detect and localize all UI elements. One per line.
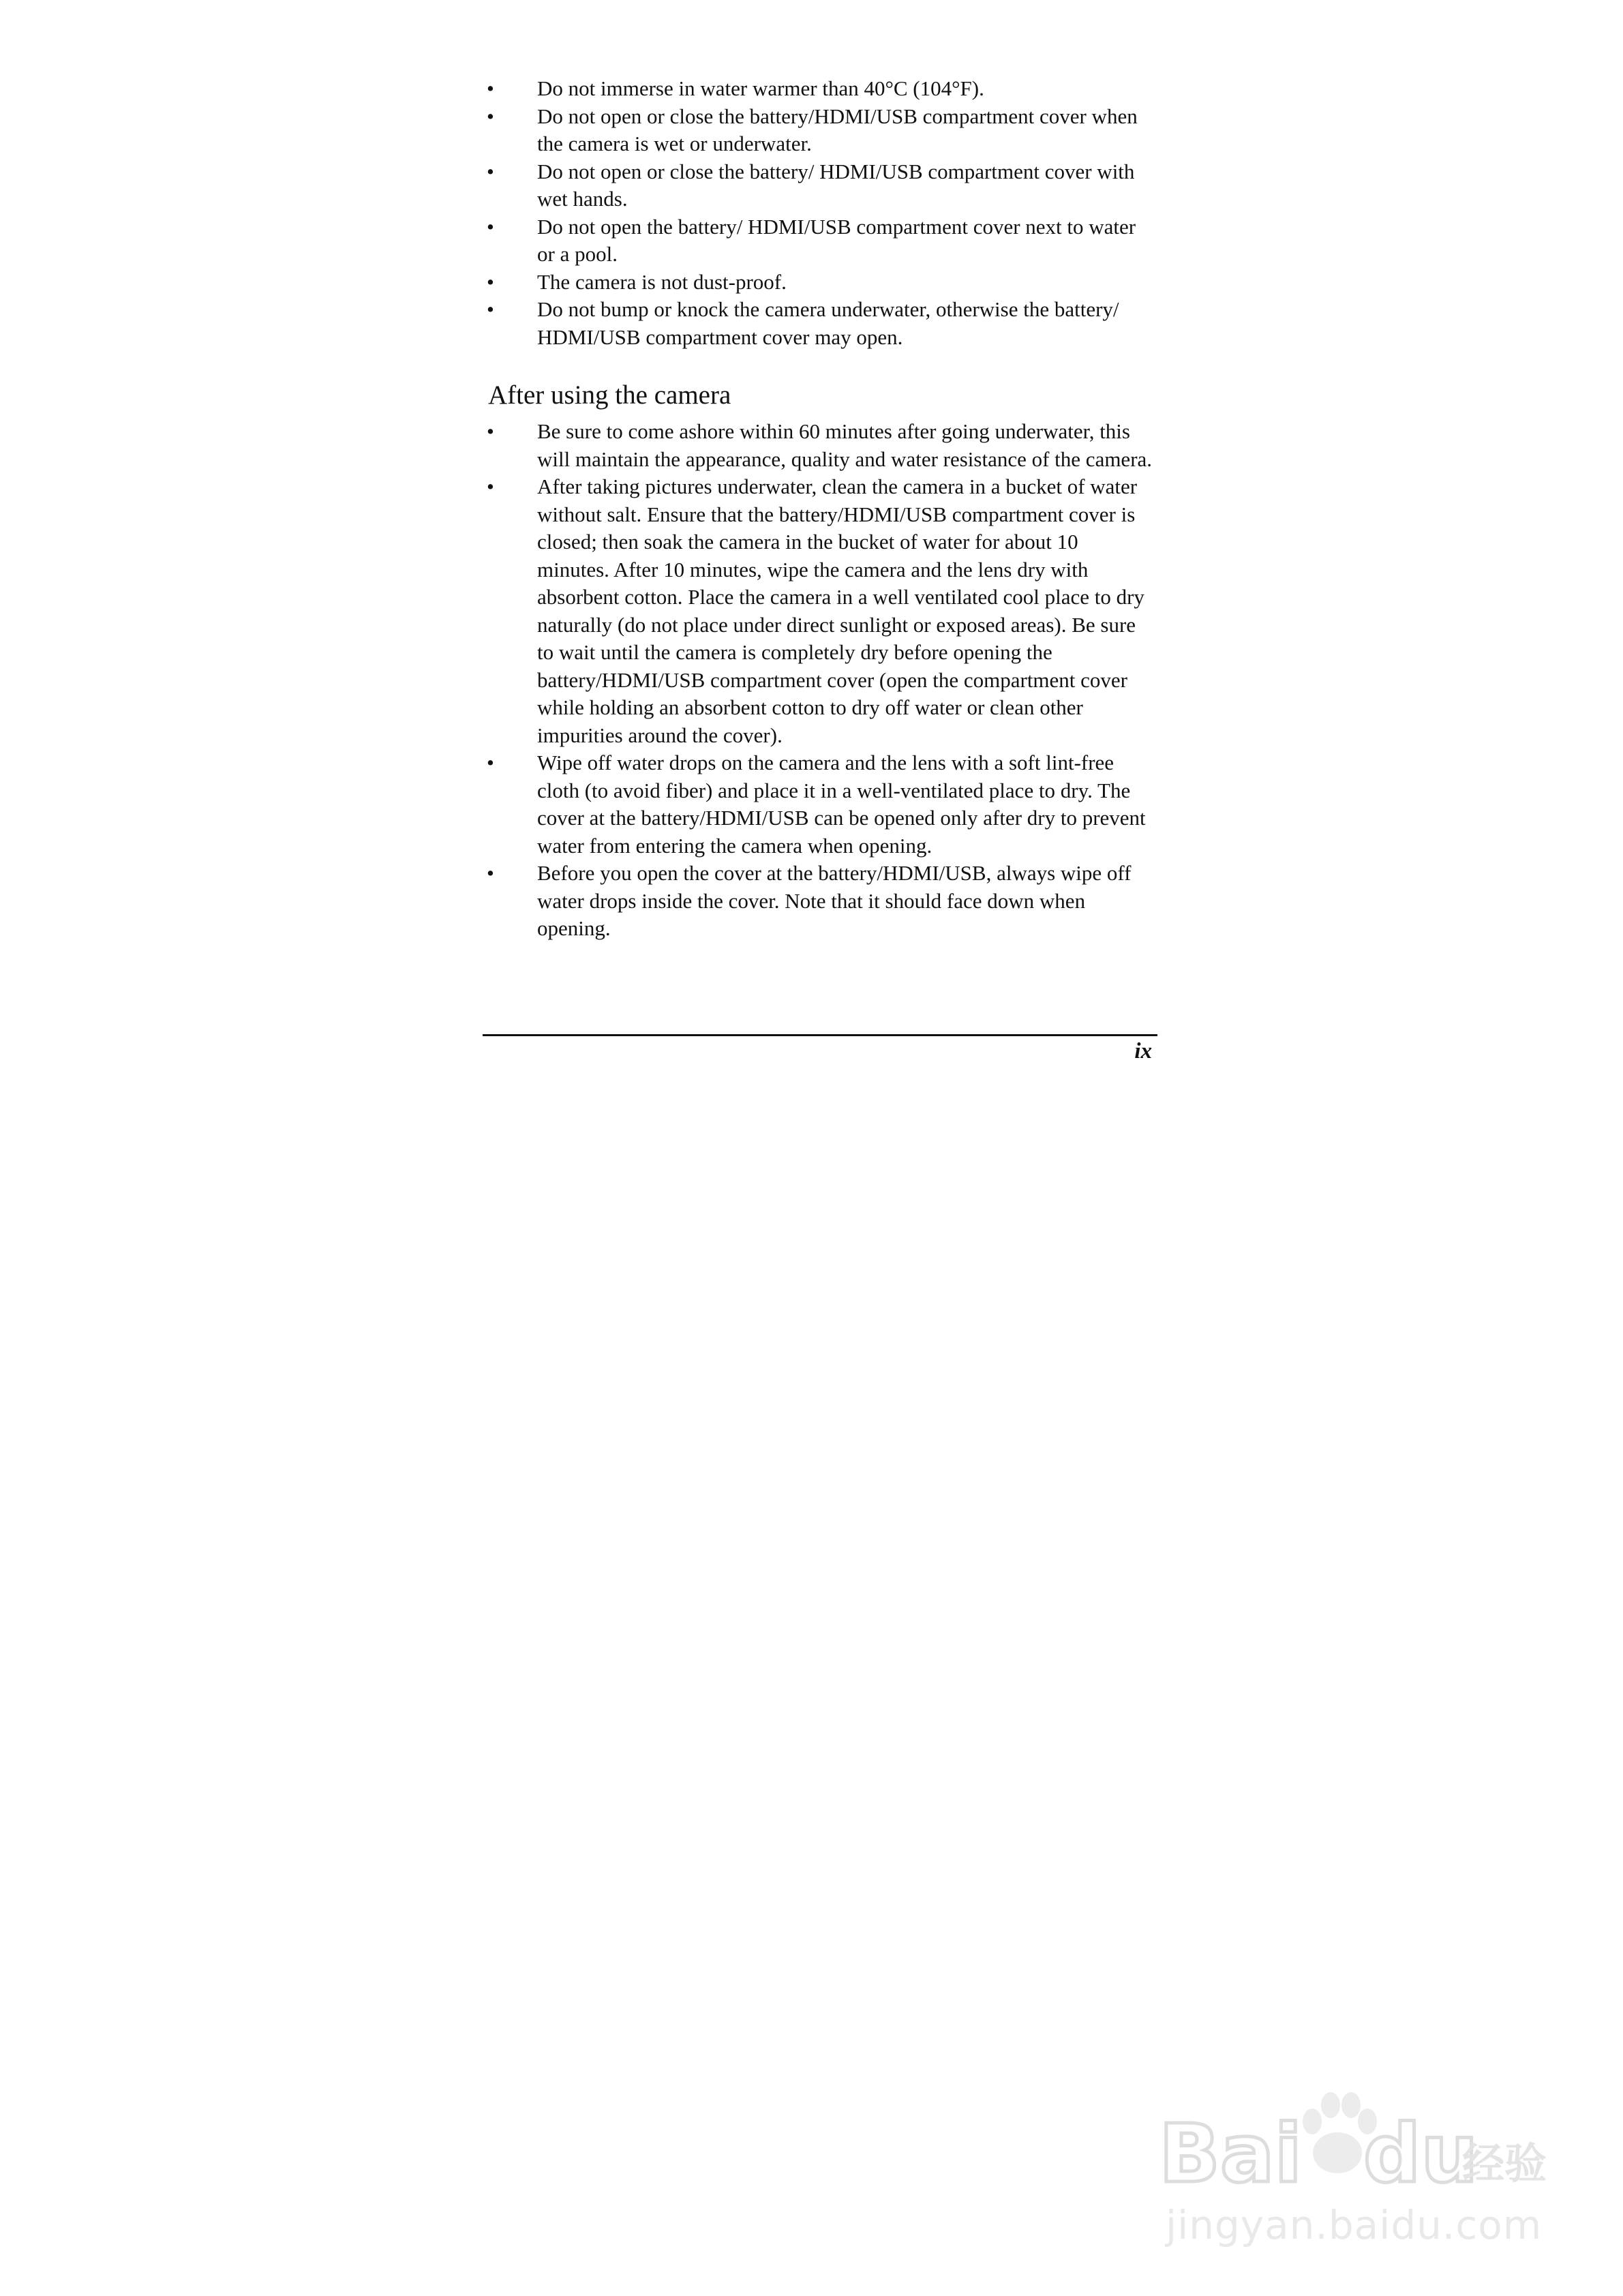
bullet-icon: • — [487, 751, 494, 774]
list-item-text: Do not immerse in water warmer than 40°C (104°F). — [537, 76, 984, 100]
baidu-logo — [1159, 2066, 1554, 2202]
list-item-text: Do not open or close the battery/ HDMI/USB compartment cover with wet hands. — [537, 159, 1135, 211]
list-item — [484, 75, 1155, 103]
bullet-icon: • — [487, 861, 494, 885]
bullet-icon: • — [487, 474, 494, 498]
watermark-url: jingyan.baidu.com — [1166, 2202, 1543, 2248]
precautions-list — [484, 75, 1155, 351]
list-item-text: After taking pictures underwater, clean the camera in a bucket of water without salt. Ensure that the battery/HDMI/USB compartment cover is closed; then soak the camera in the bucket of water for about 10 minutes. After 10 minutes, wipe the camera and the lens dry with absorbent cotton. Place the camera in a well ventilated cool place to dry naturally (do not place under direct sunlight or exposed areas). Be sure to wait until the camera is completely dry before opening the battery/HDMI/USB compartment cover (open the compartment cover while holding an absorbent cotton to dry off water or clean other impurities around the cover). — [537, 474, 1144, 747]
bullet-icon: • — [487, 104, 494, 128]
bullet-icon: • — [487, 159, 494, 183]
list-item-text: Do not open the battery/ HDMI/USB compartment cover next to water or a pool. — [537, 214, 1136, 266]
bullet-icon: • — [487, 297, 494, 321]
list-item-text: Do not bump or knock the camera underwater, otherwise the battery/ HDMI/USB compartment cover may open. — [537, 297, 1119, 349]
list-item-text: The camera is not dust-proof. — [537, 269, 787, 294]
list-item-text: Be sure to come ashore within 60 minutes after going underwater, this will maintain the appearance, quality and water resistance of the camera. — [537, 419, 1153, 471]
list-item — [484, 473, 1155, 749]
list-item — [484, 749, 1155, 860]
page-content — [484, 75, 1155, 943]
list-item — [484, 103, 1155, 158]
list-item — [484, 269, 1155, 297]
list-item-text: Before you open the cover at the battery/HDMI/USB, always wipe off water drops inside the cover. Note that it should face down when opening. — [537, 861, 1132, 940]
bullet-icon: • — [487, 76, 494, 100]
section-heading: After using the camera — [488, 380, 731, 410]
footer-divider — [483, 1034, 1157, 1036]
bullet-icon: • — [487, 214, 494, 239]
page-number: ix — [1134, 1039, 1152, 1063]
svg-text:du: du — [1363, 2106, 1478, 2201]
list-item-text: Do not open or close the battery/HDMI/USB compartment cover when the camera is wet or underwater. — [537, 104, 1138, 155]
after-use-list — [484, 418, 1155, 943]
list-item — [484, 860, 1155, 943]
list-item — [484, 418, 1155, 473]
list-item — [484, 158, 1155, 213]
baidu-jingyan-watermark — [1159, 2066, 1554, 2263]
svg-text:Bai: Bai — [1159, 2106, 1303, 2201]
list-item — [484, 296, 1155, 351]
svg-text:经验: 经验 — [1462, 2139, 1547, 2188]
bullet-icon: • — [487, 419, 494, 443]
bullet-icon: • — [487, 269, 494, 294]
list-item — [484, 213, 1155, 269]
list-item-text: Wipe off water drops on the camera and the lens with a soft lint-free cloth (to avoid fiber) and place it in a well-ventilated place to dry. The cover at the battery/HDMI/USB can be opened only after dry to prevent water from entering the camera when opening. — [537, 751, 1146, 858]
